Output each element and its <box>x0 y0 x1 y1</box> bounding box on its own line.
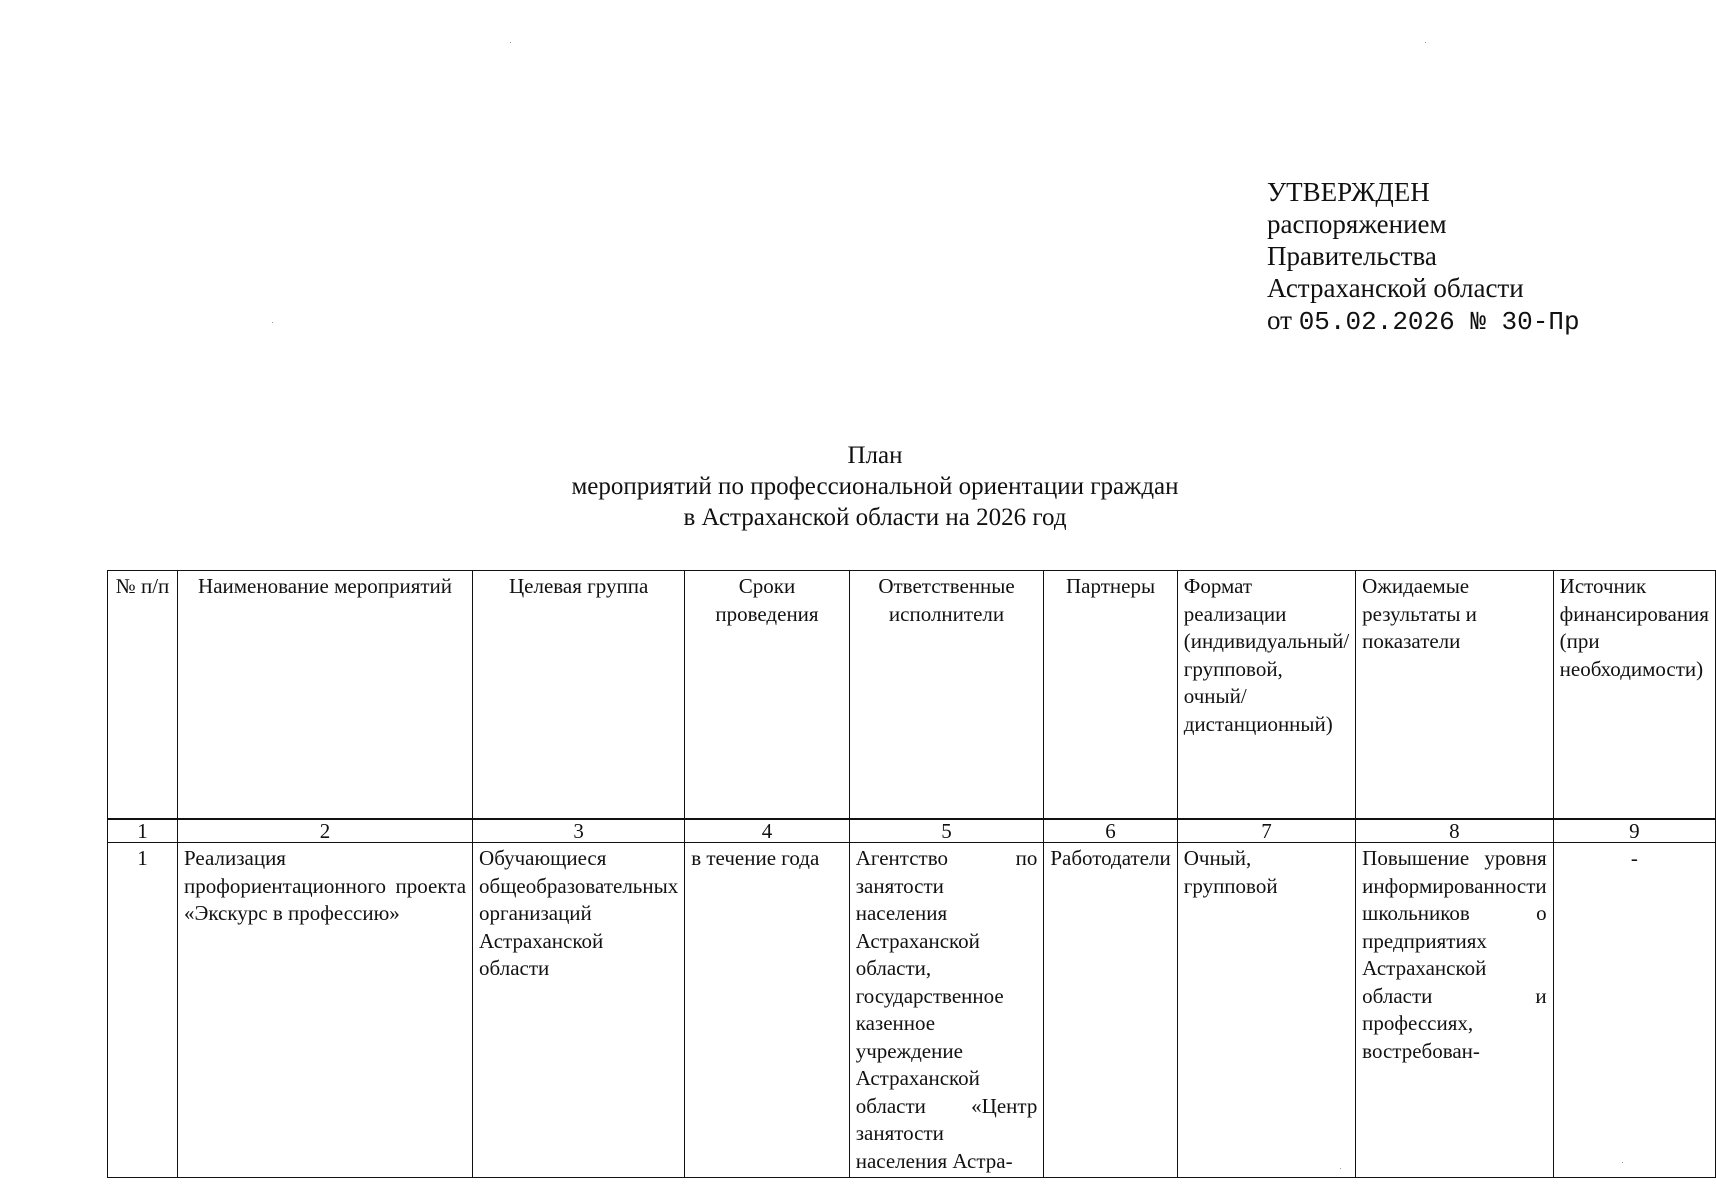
header-results: Ожидаемые результаты и показатели <box>1356 571 1553 820</box>
column-number: 4 <box>685 819 850 843</box>
header-format: Формат реализации (индивидуальный/групповой, очный/дистанционный) <box>1177 571 1355 820</box>
approval-date-line <box>1267 304 1580 338</box>
column-number: 2 <box>178 819 473 843</box>
header-name: Наименование мероприятий <box>178 571 473 820</box>
scan-speck <box>510 42 511 43</box>
column-number: 5 <box>849 819 1044 843</box>
header-partners: Партнеры <box>1044 571 1177 820</box>
document-title <box>0 440 1716 533</box>
title-line-2: мероприятий по профессиональной ориентации граждан <box>571 473 1179 500</box>
header-period: Сроки проведения <box>685 571 850 820</box>
column-number: 9 <box>1553 819 1715 843</box>
scan-speck <box>1622 1162 1623 1163</box>
column-number: 1 <box>108 819 178 843</box>
plan-table <box>107 570 1716 1178</box>
row-funding: - <box>1553 843 1715 1178</box>
header-number: № п/п <box>108 571 178 820</box>
column-number: 3 <box>473 819 685 843</box>
scan-speck <box>1340 1168 1341 1169</box>
column-number-row <box>108 819 1716 843</box>
approval-line-3: Правительства <box>1267 241 1437 271</box>
column-number: 6 <box>1044 819 1177 843</box>
approval-stamp <box>1267 176 1580 338</box>
approval-date-number: 05.02.2026 № 30-Пр <box>1298 307 1580 337</box>
approval-date-prefix: от <box>1267 305 1292 335</box>
row-format: Очный, групповой <box>1177 843 1355 1178</box>
table-row <box>108 843 1716 1178</box>
header-target: Целевая группа <box>473 571 685 820</box>
row-target-group: Обучающиеся общеобразовательных организаций Астраханской области <box>473 843 685 1178</box>
title-line-1: План <box>847 442 903 469</box>
row-period: в течение года <box>685 843 850 1178</box>
header-responsible: Ответственные исполнители <box>849 571 1044 820</box>
row-partners: Работодатели <box>1044 843 1177 1178</box>
approval-title: УТВЕРЖДЕН <box>1267 177 1430 207</box>
row-event-name: Реализация профориентационного проекта «Экскурс в профессию» <box>178 843 473 1178</box>
table-header-row <box>108 571 1716 820</box>
row-responsible: Агентство по занятости населения Астраханской области, государственное казенное учреждение Астраханской области «Центр занятости населения Астра- <box>849 843 1044 1178</box>
row-number: 1 <box>108 843 178 1178</box>
title-line-3: в Астраханской области на 2026 год <box>683 504 1067 531</box>
header-funding: Источник финансирования (при необходимости) <box>1553 571 1715 820</box>
scan-speck <box>272 322 273 323</box>
approval-line-4: Астраханской области <box>1267 273 1524 303</box>
column-number: 7 <box>1177 819 1355 843</box>
scan-speck <box>1425 42 1426 43</box>
row-results: Повышение уровня информированности школьников о предприятиях Астраханской области и профессиях, востребован- <box>1356 843 1553 1178</box>
approval-line-2: распоряжением <box>1267 209 1447 239</box>
column-number: 8 <box>1356 819 1553 843</box>
